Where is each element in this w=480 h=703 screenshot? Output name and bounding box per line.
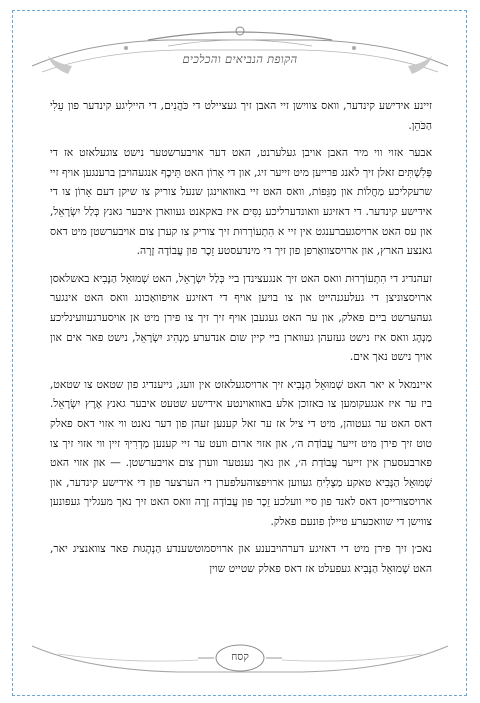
page-footer <box>28 636 452 686</box>
page-header <box>28 22 452 84</box>
paragraph: אבער אזוי ווי מיר האבן אויבן געלערנט, האט דער אויבערשטער נישט צוגעלאזט אז די פְּלִשְׁתִּים זאלן זיך לאנג פרייען מיט זייער זיג, און די אָרוֹן האט תֵּיכֶף אנגעהויבן ברענגען אויף זיי שרעקליכע מַחֲלוֹת און מַגֵּפוֹת, וואס האט זיי באוואוינגן שנעל צוריק צו שיקן דעם אָרוֹן צו די אידישע קינדער. די דאזיגע וואונדערליכע נִסִּים איז באקאנט געווארן איבער גאנץ כְּלַל יִשְׂרָאֵל, און עס האט ארויסגעברענגט אין זיי א הִתְעוֹרְרוּת זיך צוריק צו קערן צום אויבערשטן מיט דאס גאנצע הארץ, און ארויסצוואַרפן פון זיך די מינדעסטע זֵכֶר פון עֲבוֹדָה זָרָה. <box>50 146 432 258</box>
body-text <box>50 96 432 587</box>
paragraph: זעהנדיג די הִתְעוֹרְרוּת וואס האט זיך אנגעצינדן ביי כְּלַל יִשְׂרָאֵל, האט שְׁמוּאֵל הַנָּבִיא באשלאסן ארויסצוניצן די געלעגנהייט און צו בויען אויף די דאזיגע אויפוואַכונג וואס האט אינגער געהערשט ביים פאלק, און ער האט געגעבן אויף זיך זיך צו פירן מיט אן אויסערגעוועינליכע מַנְהָג וואס איז נישט געזעהן געווארן ביי קיין שום אנדערע מַנְהִיג יִשְׂרָאֵל, נישט פאר אים און אויך נישט נאך אים. <box>50 271 432 364</box>
running-title: הקופת הנביאים והכלכים <box>182 52 298 66</box>
paragraph: איינמאל א יאר האט שְׁמוּאֵל הַנָּבִיא זיך ארויסגעלאזט אין וועג, גייענדיג פון שטאט צו שטאט, ביז ער איז אנגעקומען צו באזוכן אלע באוואוינטע אידישע שטעט איבער גאנץ אֶרֶץ יִשְׂרָאֵל. דאס האט ער געטוהן, מיט די ציל אז ער זאל קענען זעהן פון דער נאנט ווי אזוי דאס פאלק טוט זיך פירן מיט זייער עֲבוֹדַת ה׳, און אזוי ארום וועט ער זיי קענען מַדְרִיךְ זיין ווי אזוי זיך צו פארבעסערן אין זייער עֲבוֹדַת ה׳, און נאך נענטער ווערן צום אויבערשטן. — און אזוי האט שְׁמוּאֵל הַנָּבִיא טאקע מַצְלִיחַ געווען ארויפצוהעלפערן די הערצער פון די אידישע קינדער, און ארויסצורייסן דאס לאנד פון סיי וועלכע זֵכֶר פון עֲבוֹדָה זָרָה וואס האט זיך נאך מעגליך געפונען צווישן די שוואכערע טיילן פונעם פאלק. <box>50 377 432 528</box>
paragraph: זיינע אידישע קינדער, וואס צווישן זיי האבן זיך געציילט די כֹּהֲנִים, די היילִיגע קינדער פון עֵלִי הַכֹּהֵן. <box>50 99 432 132</box>
paragraph: נאכ׳ן זיך פירן מיט די דאזיגע דערהויבענע און ארויסמוטשענדע הַנְהָגוּת פאר צוואנציג יאר, האט שְׁמוּאֵל הַנָּבִיא געפעלט אז דאס פאלק שטייט שוין <box>50 542 432 576</box>
page-number: קסח <box>231 651 249 663</box>
